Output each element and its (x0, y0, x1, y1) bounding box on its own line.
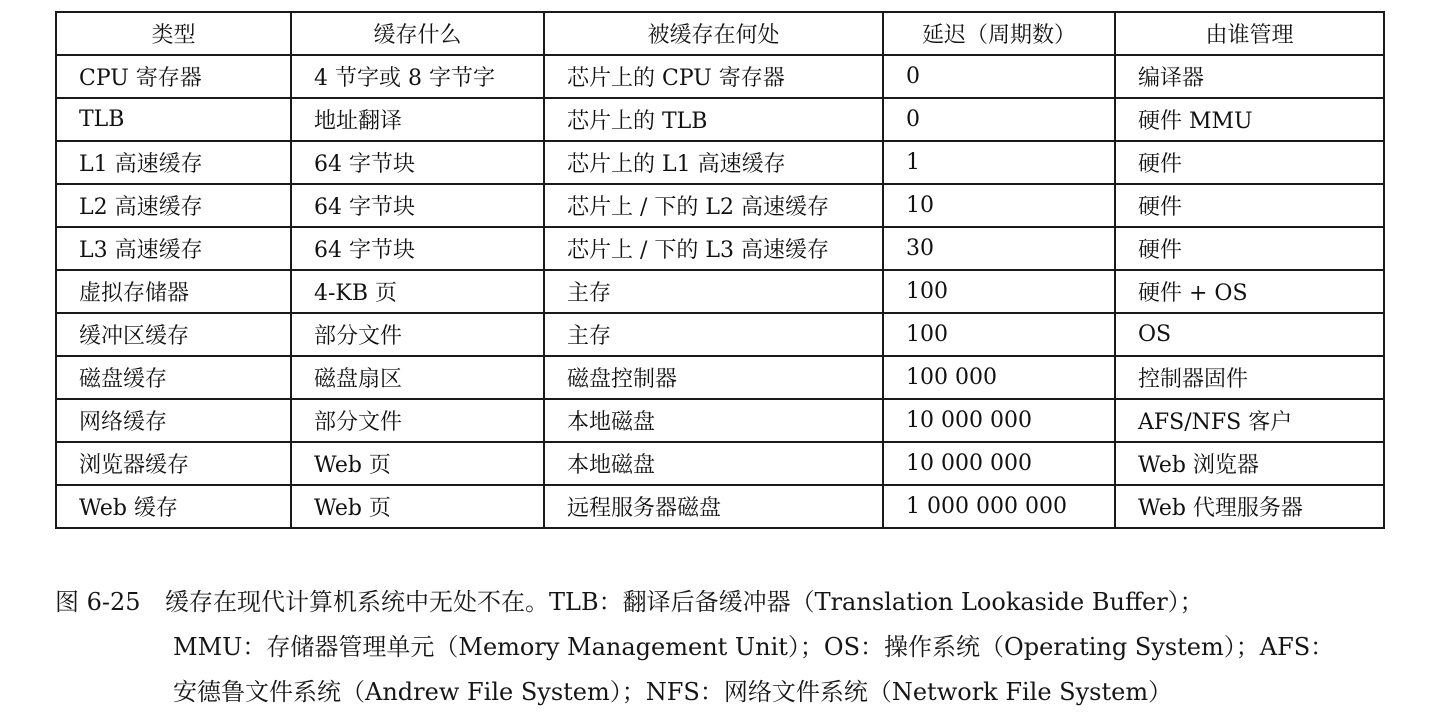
cell-type: CPU 寄存器 (56, 55, 291, 98)
cell-latency: 10 000 000 (883, 442, 1115, 485)
cell-where-cached: 主存 (544, 270, 883, 313)
cell-managed-by: OS (1115, 313, 1384, 356)
cell-where-cached: 芯片上的 L1 高速缓存 (544, 141, 883, 184)
cell-type: L2 高速缓存 (56, 184, 291, 227)
cell-what-cached: 部分文件 (291, 399, 544, 442)
table-row (56, 485, 1384, 528)
cell-type: 网络缓存 (56, 399, 291, 442)
table-row (56, 141, 1384, 184)
cell-type: 缓冲区缓存 (56, 313, 291, 356)
cell-latency: 0 (883, 98, 1115, 141)
cell-type: L3 高速缓存 (56, 227, 291, 270)
cache-table (55, 11, 1385, 529)
figure-caption (55, 580, 1395, 715)
cell-where-cached: 磁盘控制器 (544, 356, 883, 399)
cell-where-cached: 本地磁盘 (544, 442, 883, 485)
table-row (56, 184, 1384, 227)
cell-type: 磁盘缓存 (56, 356, 291, 399)
cell-where-cached: 远程服务器磁盘 (544, 485, 883, 528)
cell-managed-by: 硬件 MMU (1115, 98, 1384, 141)
header-latency: 延迟（周期数） (883, 12, 1115, 55)
cell-where-cached: 芯片上 / 下的 L2 高速缓存 (544, 184, 883, 227)
caption-line-1 (55, 580, 1395, 625)
table-row (56, 98, 1384, 141)
cell-type: Web 缓存 (56, 485, 291, 528)
cell-what-cached: 64 字节块 (291, 141, 544, 184)
table-row (56, 227, 1384, 270)
cell-managed-by: 编译器 (1115, 55, 1384, 98)
cell-latency: 0 (883, 55, 1115, 98)
cache-table-container (55, 11, 1383, 529)
cell-latency: 100 (883, 313, 1115, 356)
cell-what-cached: 部分文件 (291, 313, 544, 356)
table-row (56, 313, 1384, 356)
cell-managed-by: 硬件 (1115, 141, 1384, 184)
cell-managed-by: 硬件 (1115, 227, 1384, 270)
cell-where-cached: 芯片上的 TLB (544, 98, 883, 141)
table-row (56, 356, 1384, 399)
header-type: 类型 (56, 12, 291, 55)
cell-where-cached: 芯片上的 CPU 寄存器 (544, 55, 883, 98)
cell-what-cached: 磁盘扇区 (291, 356, 544, 399)
table-row (56, 442, 1384, 485)
cell-where-cached: 本地磁盘 (544, 399, 883, 442)
table-row (56, 399, 1384, 442)
cell-type: TLB (56, 98, 291, 141)
cell-where-cached: 芯片上 / 下的 L3 高速缓存 (544, 227, 883, 270)
cell-type: 虚拟存储器 (56, 270, 291, 313)
cell-managed-by: 控制器固件 (1115, 356, 1384, 399)
cell-managed-by: Web 浏览器 (1115, 442, 1384, 485)
cell-what-cached: 64 字节块 (291, 184, 544, 227)
cell-latency: 100 000 (883, 356, 1115, 399)
table-row (56, 270, 1384, 313)
header-managed-by: 由谁管理 (1115, 12, 1384, 55)
cell-type: 浏览器缓存 (56, 442, 291, 485)
cell-latency: 100 (883, 270, 1115, 313)
cell-latency: 1 000 000 000 (883, 485, 1115, 528)
cell-managed-by: 硬件 (1115, 184, 1384, 227)
caption-line-2: MMU：存储器管理单元（Memory Management Unit）；OS：操作系统（Operating System）；AFS： (173, 633, 1335, 661)
caption-text-1: 缓存在现代计算机系统中无处不在。TLB：翻译后备缓冲器（Translation Lookaside Buffer）； (165, 588, 1204, 616)
table-body (56, 55, 1384, 528)
cell-latency: 1 (883, 141, 1115, 184)
cell-managed-by: AFS/NFS 客户 (1115, 399, 1384, 442)
cell-latency: 30 (883, 227, 1115, 270)
cell-where-cached: 主存 (544, 313, 883, 356)
table-row (56, 55, 1384, 98)
cell-what-cached: 地址翻译 (291, 98, 544, 141)
cell-what-cached: 4 节字或 8 字节字 (291, 55, 544, 98)
cell-what-cached: Web 页 (291, 485, 544, 528)
header-where-cached: 被缓存在何处 (544, 12, 883, 55)
figure-label: 图 6-25 (55, 588, 141, 616)
table-header-row (56, 12, 1384, 55)
cell-what-cached: Web 页 (291, 442, 544, 485)
cell-type: L1 高速缓存 (56, 141, 291, 184)
cell-managed-by: Web 代理服务器 (1115, 485, 1384, 528)
cell-what-cached: 4-KB 页 (291, 270, 544, 313)
cell-managed-by: 硬件 + OS (1115, 270, 1384, 313)
cell-latency: 10 000 000 (883, 399, 1115, 442)
cell-what-cached: 64 字节块 (291, 227, 544, 270)
caption-line-3: 安德鲁文件系统（Andrew File System）；NFS：网络文件系统（Network File System） (173, 678, 1173, 706)
cell-latency: 10 (883, 184, 1115, 227)
header-what-cached: 缓存什么 (291, 12, 544, 55)
